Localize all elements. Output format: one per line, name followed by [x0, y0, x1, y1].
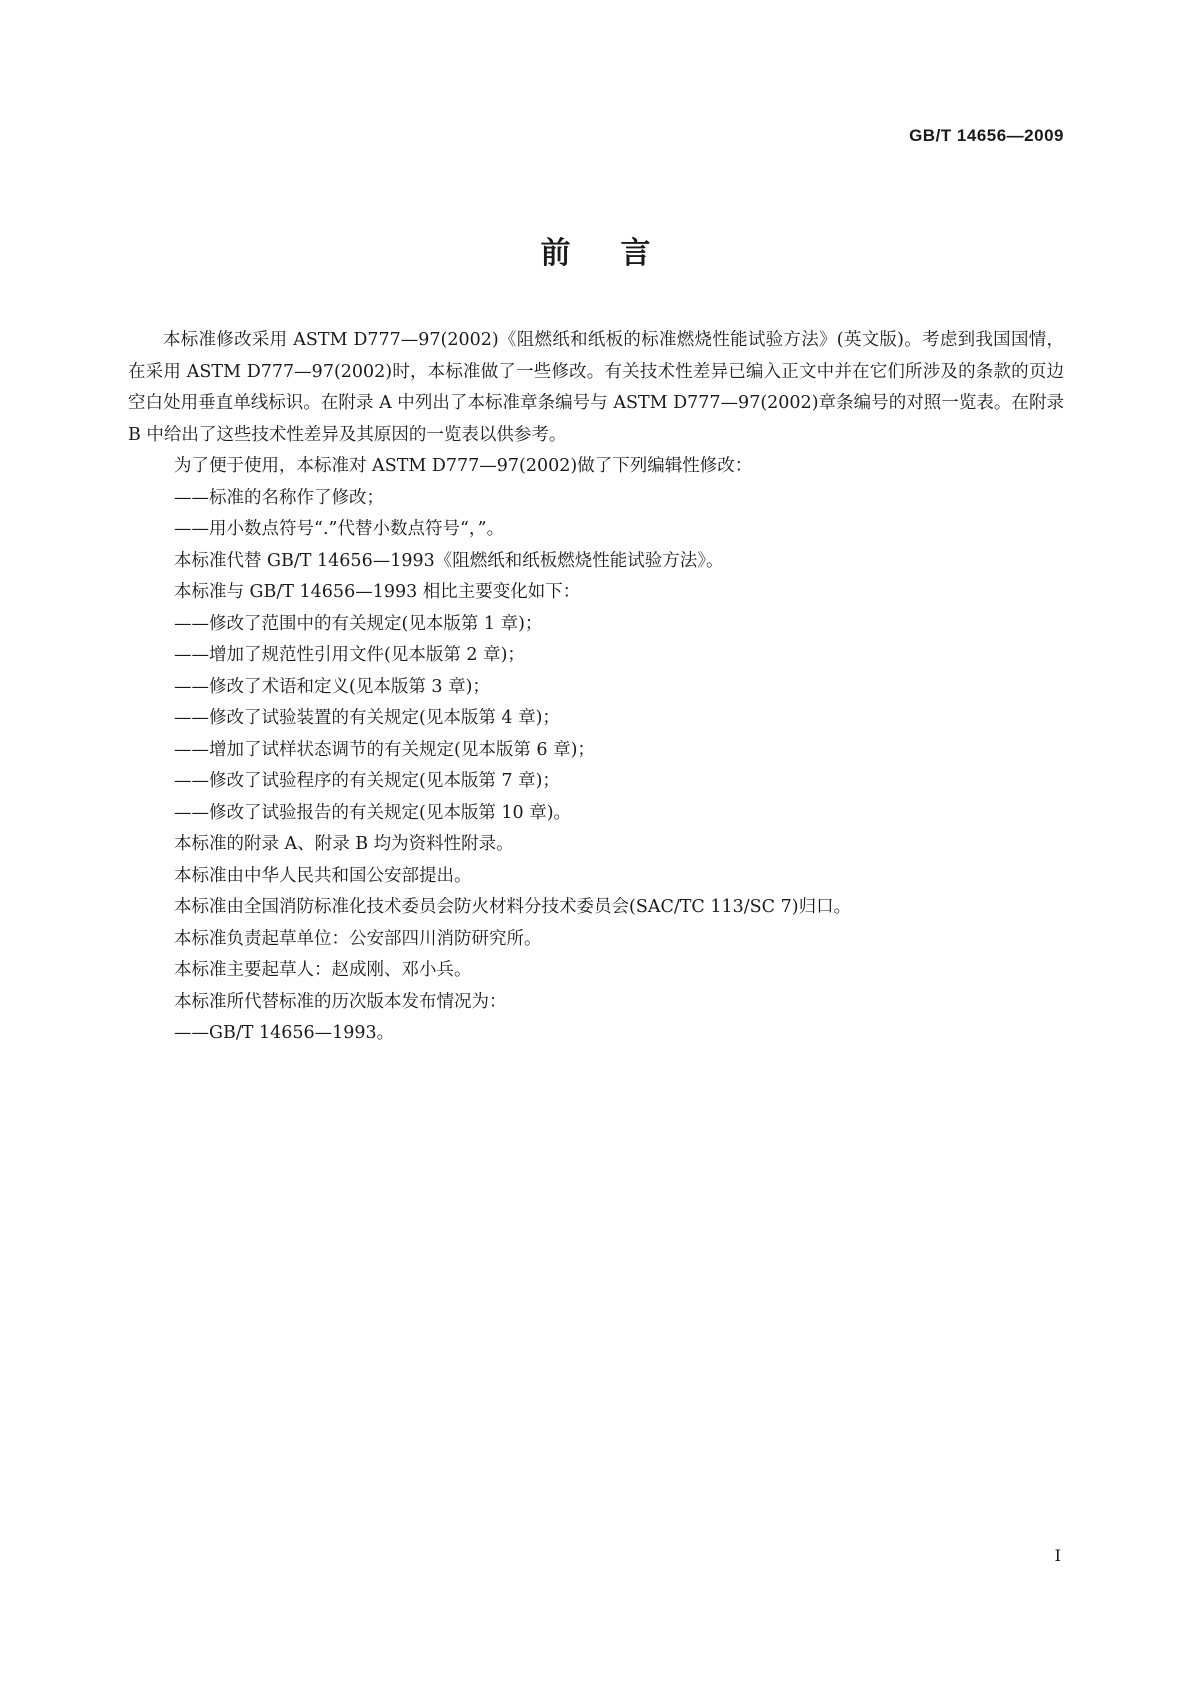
annex-statement: 本标准的附录 A、附录 B 均为资料性附录。 [174, 834, 514, 854]
page-number: I [1054, 1546, 1061, 1565]
list-item: ——修改了试验报告的有关规定(见本版第 10 章)。 [174, 802, 572, 823]
changes-intro: 本标准与 GB/T 14656—1993 相比主要变化如下： [174, 582, 581, 602]
drafting-unit-statement: 本标准负责起草单位：公安部四川消防研究所。 [174, 928, 542, 949]
list-item: ——修改了试验程序的有关规定(见本版第 7 章)； [174, 771, 560, 791]
list-item: ——增加了规范性引用文件(见本版第 2 章)； [174, 645, 525, 665]
list-item: ——GB/T 14656—1993。 [174, 1023, 395, 1043]
committee-statement: 本标准由全国消防标准化技术委员会防火材料分技术委员会(SAC/TC 113/SC 7)归口。 [174, 897, 852, 917]
list-item: ——修改了范围中的有关规定(见本版第 1 章)； [174, 613, 543, 634]
list-item: ——用小数点符号“.”代替小数点符号“，”。 [174, 519, 505, 539]
list-item: ——标准的名称作了修改； [174, 487, 384, 508]
list-item: ——修改了术语和定义(见本版第 3 章)； [174, 676, 490, 697]
history-intro: 本标准所代替标准的历次版本发布情况为： [174, 991, 507, 1012]
replaces-statement: 本标准代替 GB/T 14656—1993《阻燃纸和纸板燃烧性能试验方法》。 [174, 550, 724, 571]
drafters-statement: 本标准主要起草人：赵成刚、邓小兵。 [174, 960, 472, 980]
list-item: ——增加了试样状态调节的有关规定(见本版第 6 章)； [174, 739, 595, 760]
intro-paragraph: 本标准修改采用 ASTM D777—97(2002)《阻燃纸和纸板的标准燃烧性能试验方法》(英文版)。考虑到我国国情，在采用 ASTM D777—97(2002)时，本标准做了一些修改。有关技术性差异已编入正文中并在它们所涉及的条款的页边空白处用垂直单线标识。在附录 A 中列出了本标准章条编号与 ASTM D777—97(2002)章条编号的对照一览表。在附录 B 中给出了这些技术性差异及其原因的一览表以供参考。 [128, 330, 1064, 445]
list-item: ——修改了试验装置的有关规定(见本版第 4 章)； [174, 708, 560, 728]
page-title: 前言 [540, 236, 701, 271]
foreword-body [128, 325, 1064, 1050]
standard-code: GB/T 14656—2009 [909, 126, 1064, 145]
proposer-statement: 本标准由中华人民共和国公安部提出。 [174, 865, 472, 886]
editorial-changes-intro: 为了便于使用，本标准对 ASTM D777—97(2002)做了下列编辑性修改： [174, 456, 753, 476]
